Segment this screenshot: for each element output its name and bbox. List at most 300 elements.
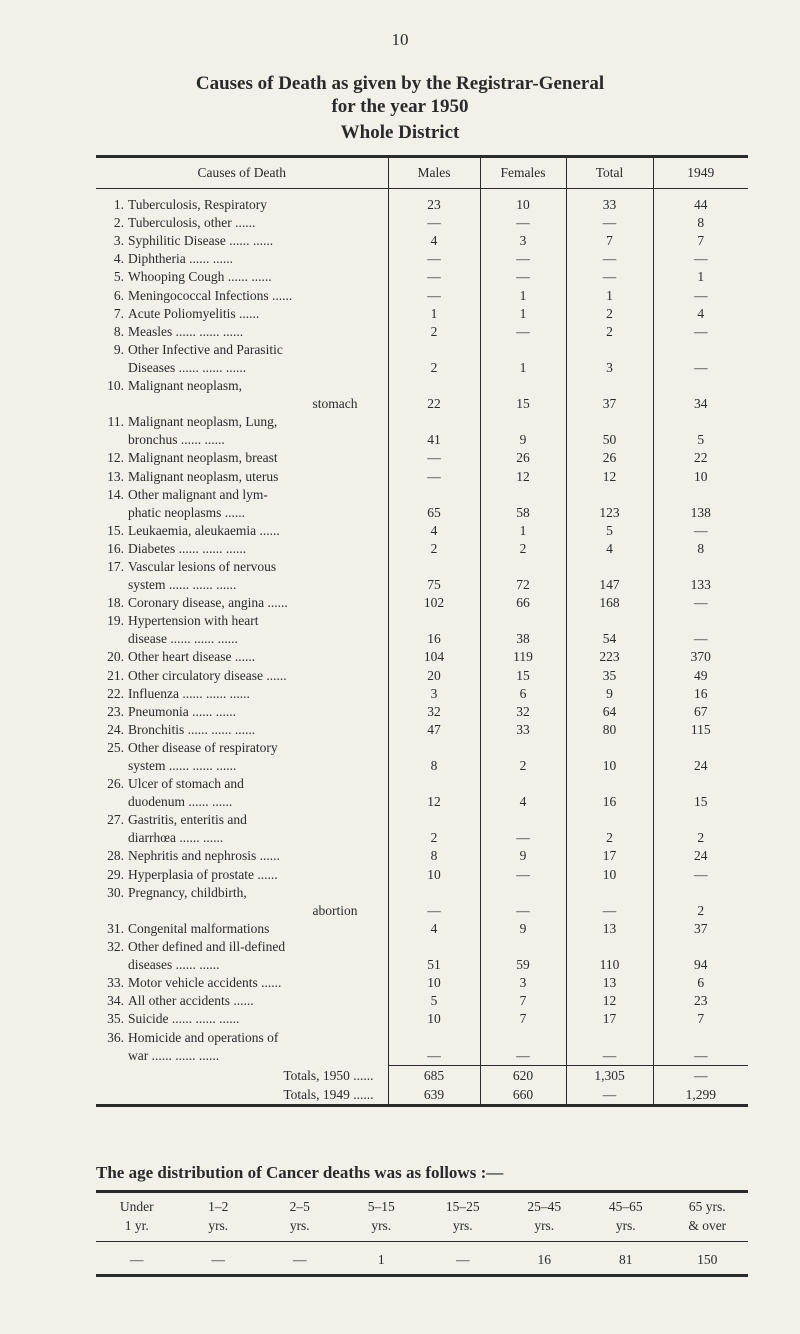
cell-total: 12 [566,992,653,1010]
cause-cell [96,594,388,612]
cause-line [100,992,388,1010]
cell-males: 4 [388,522,480,540]
age-group-header [341,1192,423,1242]
cell-females: 7 [480,1010,566,1028]
cause-number: 25. [107,740,124,755]
cell-y1949: 115 [653,721,748,739]
cell-females: — [480,884,566,920]
table-row [96,377,748,413]
age-group-line-1: 25–45 [527,1199,562,1214]
cause-line [100,305,388,323]
cause-cell [96,467,388,485]
table-row [96,648,748,666]
header-females: Females [480,157,566,189]
table-row [96,413,748,449]
cell-males: 41 [388,413,480,449]
page-subtitle: Whole District [340,122,460,143]
cell-males: 5 [388,992,480,1010]
cause-cell [96,811,388,847]
cause-name: Other heart disease ...... [128,649,256,665]
cause-line [100,938,388,956]
cause-name: Malignant neoplasm, uterus [128,468,279,484]
totals-row [96,1085,748,1106]
table-body [96,189,748,1066]
cause-line [100,468,388,486]
totals-row [96,1065,748,1085]
cell-y1949: 15 [653,775,748,811]
cell-total: 17 [566,1010,653,1028]
table-row [96,214,748,232]
age-group-header [504,1192,586,1242]
age-group-value: 16 [504,1242,586,1276]
cell-males: — [388,250,480,268]
cell-females: — [480,323,566,341]
cell-y1949: — [653,286,748,304]
cause-cell [96,612,388,648]
cause-line [100,847,388,865]
totals-label: Totals, 1949 ...... [96,1085,388,1106]
cause-line [100,811,388,829]
table-row [96,775,748,811]
cell-total: — [566,250,653,268]
cell-total: 13 [566,974,653,992]
cause-cell [96,1010,388,1028]
cause-number: 20. [107,649,124,665]
cause-line [100,667,388,685]
cause-cell [96,558,388,594]
cause-cell [96,703,388,721]
cell-males: 3 [388,685,480,703]
header-1949: 1949 [653,157,748,189]
title-line-1: Causes of Death as given by the Registrar-General [195,73,605,94]
cell-males: 10 [388,974,480,992]
cause-cell [96,739,388,775]
cell-total: 26 [566,449,653,467]
cell-males: 22 [388,377,480,413]
cause-name: Other circulatory disease ...... [128,667,287,683]
cause-number: 23. [107,703,124,719]
cell-y1949: — [653,522,748,540]
age-group-header [96,1192,178,1242]
cause-name: Vascular lesions of nervous [128,559,277,575]
cell-females: 9 [480,413,566,449]
cell-males: — [388,286,480,304]
cell-females: 12 [480,467,566,485]
age-group-line-1: 65 yrs. [688,1199,726,1214]
table-row [96,974,748,992]
cause-name: Bronchitis ...... ...... ...... [128,721,256,737]
cause-line [100,287,388,305]
cell-y1949: — [653,250,748,268]
cell-males: 10 [388,1010,480,1028]
cell-y1949: 370 [653,648,748,666]
cell-total: 168 [566,594,653,612]
totals-y1949: — [653,1065,748,1085]
cell-males: 102 [388,594,480,612]
cause-number: 33. [107,975,124,991]
cause-cell [96,449,388,467]
cause-name: Malignant neoplasm, Lung, [128,414,278,430]
cell-total: 16 [566,775,653,811]
cause-name: Hyperplasia of prostate ...... [128,866,278,882]
cause-cell [96,974,388,992]
cell-females: — [480,214,566,232]
cell-y1949: — [653,341,748,377]
cause-line [100,522,388,540]
cell-males: 2 [388,811,480,847]
cell-females: 1 [480,341,566,377]
cell-females: 9 [480,847,566,865]
age-group-line-2: yrs. [371,1218,392,1233]
table-row [96,938,748,974]
cell-males: 12 [388,775,480,811]
totals-label: Totals, 1950 ...... [283,1067,374,1083]
cell-females: 15 [480,377,566,413]
cell-males: 1 [388,305,480,323]
cell-y1949: 22 [653,449,748,467]
cell-males: 10 [388,865,480,883]
cell-y1949: 2 [653,811,748,847]
cell-y1949: 34 [653,377,748,413]
cause-number: 18. [107,595,124,611]
cell-y1949: 7 [653,1010,748,1028]
cause-line [100,214,388,232]
cell-y1949: 16 [653,685,748,703]
cause-cell [96,341,388,377]
totals-total: 1,305 [566,1065,653,1085]
cause-name: Homicide and operations of [128,1030,279,1045]
cell-y1949: 49 [653,666,748,684]
cell-total: 80 [566,721,653,739]
cause-name: Other malignant and lym- [128,486,268,502]
age-group-line-2: 1 yr. [124,1218,149,1233]
table-row [96,558,748,594]
cause-line [100,558,388,576]
cause-name-continued: system ...... ...... ...... [128,758,237,773]
cell-y1949: 8 [653,540,748,558]
age-group-header [585,1192,667,1242]
cause-cell [96,286,388,304]
cause-number: 31. [107,920,124,936]
age-group-value: 1 [341,1242,423,1276]
cell-total: 50 [566,413,653,449]
table-row [96,323,748,341]
cause-name: Pregnancy, childbirth, [128,884,247,900]
cell-females: 1 [480,286,566,304]
cell-y1949: — [653,1028,748,1065]
cell-males: 75 [388,558,480,594]
totals-females: 660 [480,1085,566,1106]
cell-y1949: 2 [653,884,748,920]
age-group-line-1: 15–25 [445,1199,480,1214]
table-row [96,286,748,304]
cell-males: 51 [388,938,480,974]
cause-number: 4. [113,251,124,267]
cause-cell [96,486,388,522]
cell-y1949: 24 [653,739,748,775]
cell-females: 26 [480,449,566,467]
cause-name: Whooping Cough ...... ...... [128,269,272,285]
cell-y1949: — [653,865,748,883]
cause-number: 24. [107,721,124,737]
age-distribution-table [96,1190,748,1277]
table-row [96,685,748,703]
cause-line [100,866,388,884]
cause-name: Influenza ...... ...... ...... [128,685,250,701]
cell-females: — [480,268,566,286]
cause-cell [96,666,388,684]
cause-number: 29. [107,866,124,882]
header-males: Males [388,157,480,189]
cause-line [100,486,388,504]
table-row [96,189,748,215]
cause-line [100,250,388,268]
cause-number: 1. [113,197,124,213]
age-group-line-2: yrs. [534,1218,555,1233]
table-row [96,612,748,648]
cell-y1949: 44 [653,189,748,215]
cell-males: 2 [388,323,480,341]
cell-females: 1 [480,522,566,540]
table-row [96,739,748,775]
cell-females: 3 [480,232,566,250]
cell-females: 58 [480,486,566,522]
cause-name-continued: duodenum ...... ...... [128,794,233,810]
cause-line [100,612,388,630]
cell-total: 10 [566,865,653,883]
cell-y1949: 7 [653,232,748,250]
age-group-line-1: 45–65 [608,1199,643,1214]
table-row [96,232,748,250]
cause-name: Nephritis and nephrosis ...... [128,848,280,864]
cause-line [100,703,388,721]
cell-females: 15 [480,666,566,684]
cause-cell [96,305,388,323]
cause-cell [96,268,388,286]
cell-total: 33 [566,189,653,215]
age-group-line-1: 2–5 [289,1199,310,1214]
cell-males: 23 [388,189,480,215]
cell-total: 4 [566,540,653,558]
table-row [96,847,748,865]
age-group-value: 81 [585,1242,667,1276]
table-row [96,250,748,268]
cell-y1949: 10 [653,467,748,485]
age-group-value: — [422,1242,504,1276]
age-group-line-2: & over [688,1218,727,1233]
cause-line [100,196,388,214]
cell-males: 104 [388,648,480,666]
cell-females: 66 [480,594,566,612]
cell-total: 2 [566,305,653,323]
cell-total: 10 [566,739,653,775]
cause-name: Ulcer of stomach and [128,776,244,792]
cell-y1949: 8 [653,214,748,232]
cell-total: 35 [566,666,653,684]
cause-cell [96,232,388,250]
cause-number: 11. [107,414,124,430]
cause-cell [96,847,388,865]
age-group-header [667,1192,749,1242]
cause-name: Tuberculosis, other ...... [128,215,256,231]
cause-line [100,648,388,666]
cause-name: Motor vehicle accidents ...... [128,975,282,991]
age-values-row [96,1242,748,1276]
cell-females: — [480,811,566,847]
cell-y1949: 6 [653,974,748,992]
cell-total: 3 [566,341,653,377]
cause-name: Diphtheria ...... ...... [128,251,233,267]
table-row [96,522,748,540]
cell-total: 223 [566,648,653,666]
cause-number: 17. [107,559,124,575]
cell-total: 17 [566,847,653,865]
cell-females: — [480,865,566,883]
cause-number: 30. [107,884,124,900]
cause-cell [96,413,388,449]
cell-males: — [388,467,480,485]
cause-cell [96,775,388,811]
cause-name: Congenital malformations [128,920,270,936]
cause-name: Hypertension with heart [128,613,259,629]
page-title [0,72,800,118]
cause-number: 6. [113,287,124,303]
cause-cell [96,250,388,268]
cell-males: — [388,884,480,920]
cell-females: 3 [480,974,566,992]
cell-females: 72 [480,558,566,594]
cell-total: 54 [566,612,653,648]
page-number: 10 [391,30,409,49]
cause-number: 7. [113,305,124,321]
cell-females: 10 [480,189,566,215]
cell-males: 65 [388,486,480,522]
cause-name-continued: war ...... ...... ...... [128,1048,220,1063]
cause-line [100,594,388,612]
cause-name-continued: phatic neoplasms ...... [128,504,245,520]
cause-line [100,341,388,359]
table-row [96,268,748,286]
cause-line [100,685,388,703]
cause-cell [96,721,388,739]
totals-females: 620 [480,1065,566,1085]
table-row [96,721,748,739]
cause-number: 12. [107,450,124,466]
age-group-header [178,1192,260,1242]
cause-number: 3. [113,233,124,249]
table-row [96,449,748,467]
cause-name: Pneumonia ...... ...... [128,703,236,719]
cell-total: 9 [566,685,653,703]
cause-line [100,884,388,902]
cause-cell [96,992,388,1010]
cell-total: 7 [566,232,653,250]
table-row [96,1028,748,1065]
cause-line [100,1010,388,1028]
table-row [96,486,748,522]
totals-males: 685 [388,1065,480,1085]
cause-line [100,739,388,757]
table-row [96,811,748,847]
cause-name-continued: diseases ...... ...... [128,957,220,973]
cause-name: Malignant neoplasm, breast [128,450,278,466]
cell-total: 37 [566,377,653,413]
cause-line [100,540,388,558]
cause-name: Gastritis, enteritis and [128,812,247,828]
cause-number: 5. [113,269,124,285]
table-row [96,920,748,938]
table-row [96,467,748,485]
table-row [96,703,748,721]
cell-females: 2 [480,739,566,775]
table-row [96,992,748,1010]
cell-females: — [480,250,566,268]
cause-name-continued: system ...... ...... ...... [128,577,237,593]
age-group-line-2: yrs. [289,1218,310,1233]
cell-total: 147 [566,558,653,594]
cell-total: 12 [566,467,653,485]
cell-males: 47 [388,721,480,739]
totals-males: 639 [388,1085,480,1106]
cell-y1949: 4 [653,305,748,323]
cause-name: Syphilitic Disease ...... ...... [128,233,274,249]
cause-number: 10. [107,378,124,394]
cause-cell [96,540,388,558]
cell-y1949: 138 [653,486,748,522]
totals-body [96,1065,748,1105]
cell-males: — [388,268,480,286]
cause-line [100,377,388,395]
cause-number: 2. [113,215,124,231]
cell-total: 110 [566,938,653,974]
cell-males: 16 [388,612,480,648]
cause-name: Measles ...... ...... ...... [128,323,244,339]
cell-males: 32 [388,703,480,721]
cell-y1949: — [653,612,748,648]
cause-cell [96,938,388,974]
table-row [96,341,748,377]
cause-number: 36. [107,1030,124,1045]
cause-cell [96,648,388,666]
cell-total: 2 [566,811,653,847]
cause-name: Malignant neoplasm, [128,378,242,394]
cause-cell [96,920,388,938]
cause-name: Acute Poliomyelitis ...... [128,305,260,321]
cell-females: — [480,1028,566,1065]
age-group-line-1: 5–15 [367,1199,395,1214]
cell-y1949: 94 [653,938,748,974]
cause-line [100,721,388,739]
cause-number: 21. [107,667,124,683]
table-row [96,865,748,883]
age-group-line-2: yrs. [208,1218,229,1233]
cause-name: Suicide ...... ...... ...... [128,1011,240,1027]
cell-y1949: 23 [653,992,748,1010]
cell-total: — [566,884,653,920]
cell-females: 9 [480,920,566,938]
age-group-value: — [96,1242,178,1276]
cause-name: Diabetes ...... ...... ...... [128,540,247,556]
cause-number: 28. [107,848,124,864]
cause-name: Meningococcal Infections ...... [128,287,293,303]
cell-females: 1 [480,305,566,323]
cause-name-continued: bronchus ...... ...... [128,432,225,448]
age-group-header [259,1192,341,1242]
age-group-line-2: yrs. [452,1218,473,1233]
age-header-row [96,1192,748,1242]
cause-cell [96,685,388,703]
cause-cell [96,377,388,413]
